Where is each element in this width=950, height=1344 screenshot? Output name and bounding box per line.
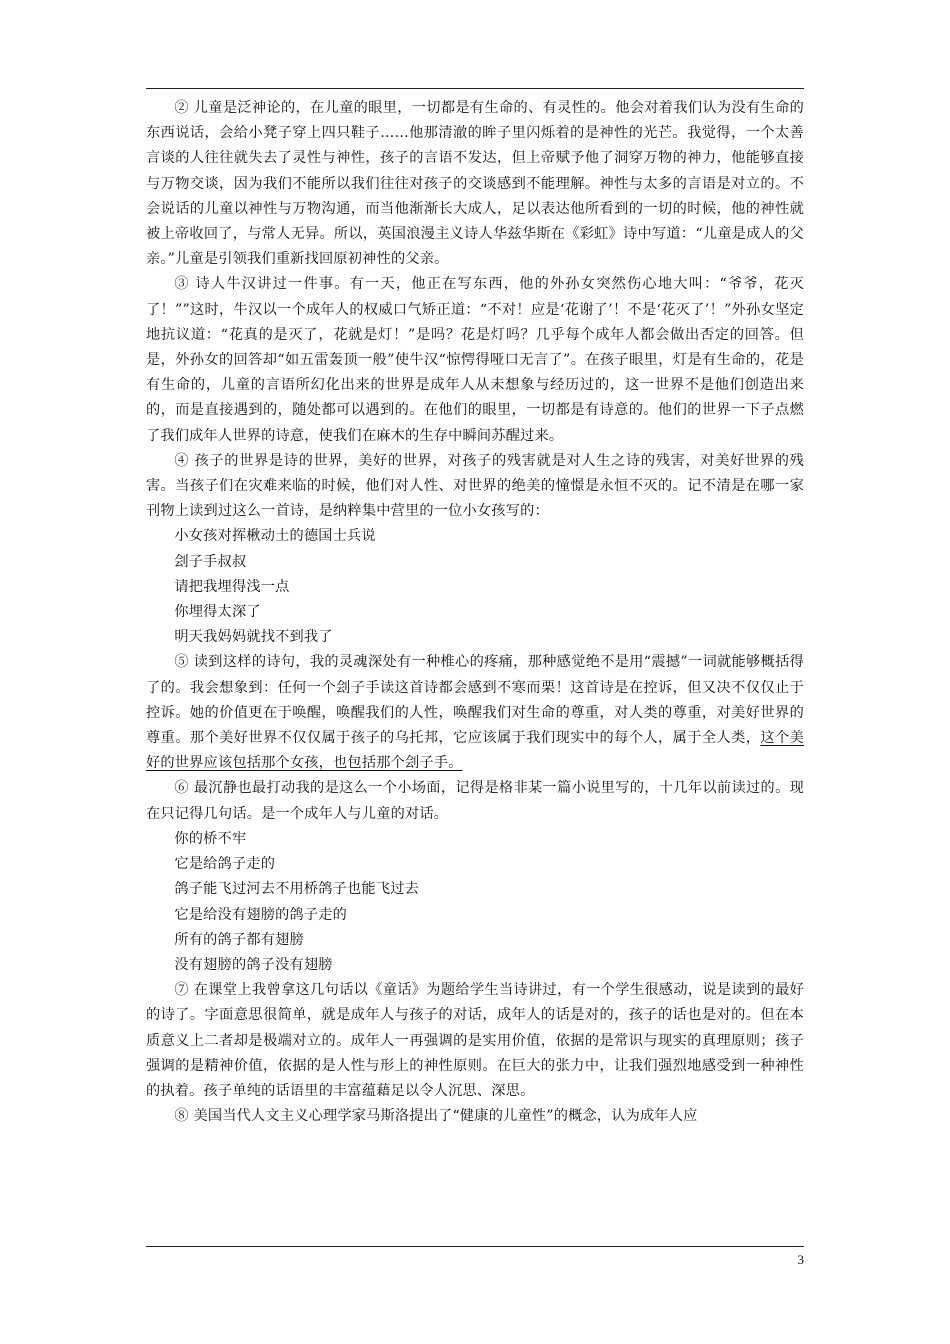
paragraph-2: ② 儿童是泛神论的，在儿童的眼里，一切都是有生命的、有灵性的。他会对着我们认为没有生命的东西说话，会给小凳子穿上四只鞋子……他那清澈的眸子里闪烁着的是神性的光芒。我觉得，一个太善言谈的人往往就失去了灵性与神性，孩子的言语不发达，但上帝赋予他了洞穿万物的神力，他能够直接与万物交谈，因为我们不能所以我们往往对孩子的交谈感到不能理解。神性与太多的言语是对立的。不会说话的儿童以神性与万物沟通，而当他渐渐长大成人，足以表达他所看到的一切的时候，他的神性就被上帝收回了，与常人无异。所以，英国浪漫主义诗人华兹华斯在《彩虹》诗中写道：“儿童是成人的父亲。”儿童是引领我们重新找回原初神性的父亲。 xyxy=(146,100,804,268)
paragraph-8: ⑧ 美国当代人文主义心理学家马斯洛提出了“健康的儿童性”的概念，认为成年人应 xyxy=(174,1108,698,1125)
poem-line: 它是给鸽子走的 xyxy=(174,856,276,873)
paragraph-4: ④ 孩子的世界是诗的世界，美好的世界，对孩子的残害就是对人生之诗的残害，对美好世界的残害。当孩子们在灾难来临的时候，他们对人性、对世界的绝美的憧憬是永恒不灭的。记不清是在哪一家刊物上读到过这么一首诗，是纳粹集中营里的一位小女孩写的： xyxy=(146,452,804,520)
poem-line: 明天我妈妈就找不到我了 xyxy=(174,629,333,646)
paragraph-7: ⑦ 在课堂上我曾拿这几句话以《童话》为题给学生当诗讲过，有一个学生很感动，说是读到的最好的诗了。字面意思很简单，就是成年人与孩子的对话，成年人的话是对的，孩子的话也是对的。但在本质意义上二者却是极端对立的。成年人一再强调的是实用价值，依据的是常识与现实的真理原则；孩子强调的是精神价值，依据的是人性与形上的神性原则。在巨大的张力中，让我们强烈地感受到一种神性的执着。孩子单纯的话语里的丰富蕴藉足以令人沉思、深思。 xyxy=(146,982,804,1099)
paragraph-5-text: ⑤ 读到这样的诗句，我的灵魂深处有一种椎心的疼痛，那种感觉绝不是用“震撼”一词就能够概括得了的。我会想象到：任何一个刽子手读这首诗都会感到不寒而栗！这首诗是在控诉，但又决不仅仅止于控诉。她的价值更在于唤醒，唤醒我们的人性，唤醒我们对生命的尊重，对人类的尊重，对美好世界的尊重。那个美好世界不仅仅属于孩子的乌托邦，它应该属于我们现实中的每个人，属于全人类， xyxy=(146,654,804,747)
paragraph-6: ⑥ 最沉静也最打动我的是这么一个小场面，记得是格非某一篇小说里写的，十几年以前读过的。现在只记得几句话。是一个成年人与儿童的对话。 xyxy=(146,780,804,822)
poem-line: 小女孩对挥楸动土的德国士兵说 xyxy=(174,528,376,545)
poem-line: 鸽子能飞过河去不用桥鸽子也能飞过去 xyxy=(174,881,419,898)
poem-line: 你埋得太深了 xyxy=(174,604,261,621)
underlined-sentence: 这个美好的世界应该包括那个女孩，也包括那个刽子手。 xyxy=(146,730,805,772)
article-body xyxy=(146,96,804,1129)
poem-line: 你的桥不牢 xyxy=(174,830,247,847)
poem-line: 没有翅膀的鸽子没有翅膀 xyxy=(174,956,333,973)
paragraph-3: ③ 诗人牛汉讲过一件事。有一天，他正在写东西，他的外孙女突然伤心地大叫：“爷爷，花灭了！””这时，牛汉以一个成年人的权威口气矫正道：“不对！应是‘花谢了’！不是‘花灭了’！”外孙女坚定地抗议道：“花真的是灭了，花就是灯！”是吗？花是灯吗？几乎每个成年人都会做出否定的回答。但是，外孙女的回答却“如五雷轰顶一般”使牛汉“惊愕得哑口无言了”。在孩子眼里，灯是有生命的，花是有生命的，儿童的言语所幻化出来的世界是成年人从未想象与经历过的，这一世界不是他们创造出来的，而是直接遇到的，随处都可以遇到的。在他们的眼里，一切都是有诗意的。他们的世界一下子点燃了我们成年人世界的诗意，使我们在麻木的生存中瞬间苏醒过来。 xyxy=(146,276,804,444)
poem-line: 刽子手叔叔 xyxy=(174,553,247,570)
poem-line: 它是给没有翅膀的鸽子走的 xyxy=(174,906,348,923)
page-number: 3 xyxy=(797,1252,804,1267)
poem-line: 所有的鸽子都有翅膀 xyxy=(174,931,304,948)
footer-rule xyxy=(146,1246,804,1247)
poem-line: 请把我埋得浅一点 xyxy=(174,578,290,595)
header-rule xyxy=(146,88,804,89)
paragraph-5 xyxy=(146,650,804,776)
